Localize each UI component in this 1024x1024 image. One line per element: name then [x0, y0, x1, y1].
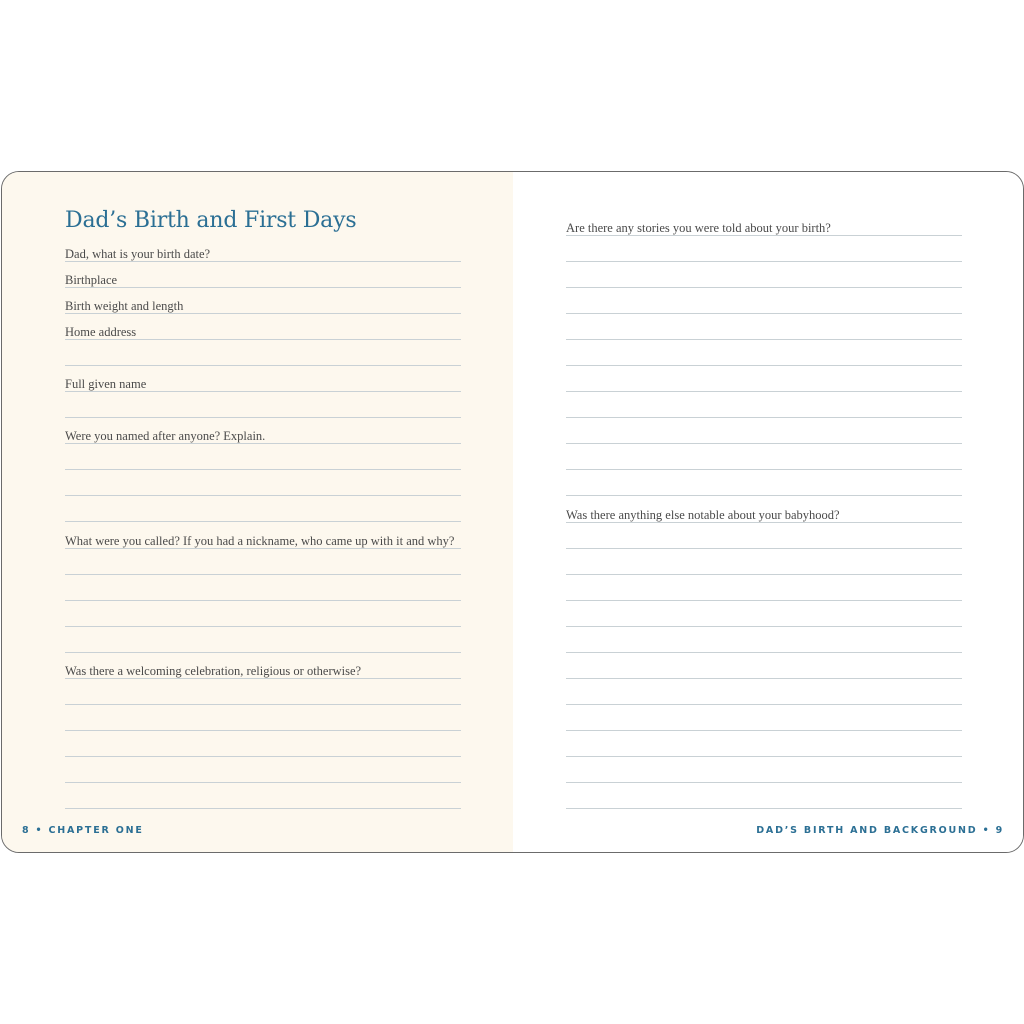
answer-line[interactable] — [65, 756, 461, 757]
answer-line[interactable] — [65, 391, 461, 392]
answer-line[interactable] — [566, 678, 962, 679]
footer-right: DAD’S BIRTH AND BACKGROUND • 9 — [756, 825, 1004, 836]
answer-line[interactable] — [65, 443, 461, 444]
answer-line[interactable] — [566, 782, 962, 783]
answer-line[interactable] — [65, 574, 461, 575]
answer-line[interactable] — [65, 704, 461, 705]
prompt-welcoming-celebration: Was there a welcoming celebration, religious or otherwise? — [65, 664, 362, 678]
footer-left: 8 • CHAPTER ONE — [22, 825, 144, 836]
answer-line[interactable] — [566, 730, 962, 731]
answer-line[interactable] — [566, 287, 962, 288]
right-page — [513, 172, 1023, 852]
answer-line[interactable] — [566, 365, 962, 366]
answer-line[interactable] — [65, 495, 461, 496]
answer-line[interactable] — [566, 548, 962, 549]
answer-line[interactable] — [65, 287, 461, 288]
answer-line[interactable] — [566, 417, 962, 418]
answer-line[interactable] — [65, 313, 461, 314]
answer-line[interactable] — [566, 391, 962, 392]
answer-line[interactable] — [65, 600, 461, 601]
answer-line[interactable] — [65, 808, 461, 809]
answer-line[interactable] — [65, 521, 461, 522]
answer-line[interactable] — [566, 313, 962, 314]
answer-line[interactable] — [65, 652, 461, 653]
answer-line[interactable] — [566, 261, 962, 262]
answer-line[interactable] — [566, 600, 962, 601]
answer-line[interactable] — [566, 339, 962, 340]
prompt-full-name: Full given name — [65, 377, 147, 391]
answer-line[interactable] — [65, 730, 461, 731]
answer-line[interactable] — [566, 235, 962, 236]
answer-line[interactable] — [65, 417, 461, 418]
answer-line[interactable] — [566, 704, 962, 705]
answer-line[interactable] — [566, 495, 962, 496]
answer-line[interactable] — [566, 522, 962, 523]
prompt-nickname: What were you called? If you had a nickname, who came up with it and why? — [65, 534, 455, 548]
answer-line[interactable] — [566, 443, 962, 444]
answer-line[interactable] — [65, 339, 461, 340]
prompt-birth-date: Dad, what is your birth date? — [65, 247, 211, 261]
prompt-babyhood-notable: Was there anything else notable about your babyhood? — [566, 508, 840, 522]
answer-line[interactable] — [566, 652, 962, 653]
answer-line[interactable] — [566, 756, 962, 757]
answer-line[interactable] — [566, 808, 962, 809]
prompt-birthplace: Birthplace — [65, 273, 118, 287]
answer-line[interactable] — [566, 469, 962, 470]
prompt-named-after: Were you named after anyone? Explain. — [65, 429, 266, 443]
answer-line[interactable] — [65, 782, 461, 783]
answer-line[interactable] — [566, 574, 962, 575]
prompt-birth-weight: Birth weight and length — [65, 299, 184, 313]
book-spread — [1, 171, 1024, 853]
page-title: Dad’s Birth and First Days — [65, 208, 357, 233]
left-page — [2, 172, 513, 852]
answer-line[interactable] — [65, 678, 461, 679]
answer-line[interactable] — [65, 261, 461, 262]
prompt-birth-stories: Are there any stories you were told about your birth? — [566, 221, 831, 235]
answer-line[interactable] — [65, 548, 461, 549]
answer-line[interactable] — [65, 626, 461, 627]
answer-line[interactable] — [65, 469, 461, 470]
prompt-home-address: Home address — [65, 325, 137, 339]
answer-line[interactable] — [566, 626, 962, 627]
answer-line[interactable] — [65, 365, 461, 366]
